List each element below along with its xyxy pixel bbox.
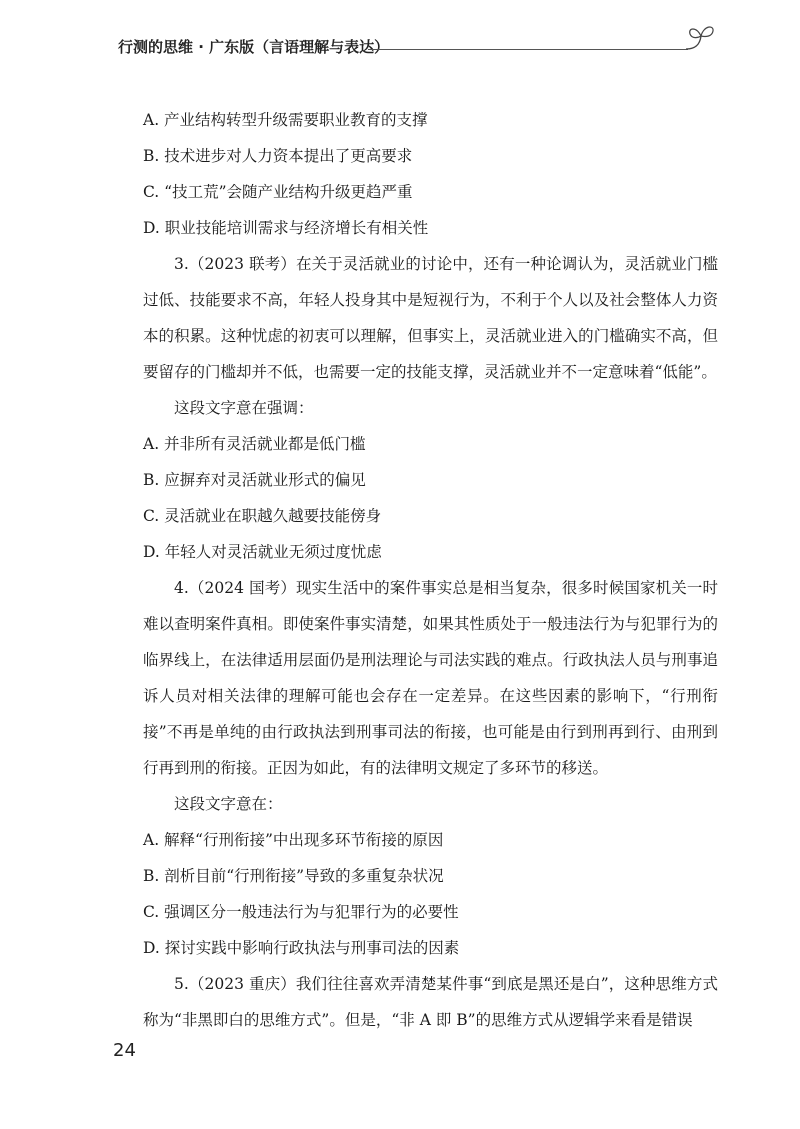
q5-stem: 5.（2023 重庆）我们往往喜欢弄清楚某件事“到底是黑还是白”，这种思维方式称为“非黑即白的思维方式”。但是，“非 A 即 B”的思维方式从逻辑学来看是错误 [143, 975, 718, 1029]
running-header [118, 36, 718, 60]
q4-option-c: C. 强调区分一般违法行为与犯罪行为的必要性 [143, 903, 459, 921]
header-title: 行测的思维 · 广东版（言语理解与表达） [118, 38, 390, 56]
q3-option-a: A. 并非所有灵活就业都是低门槛 [143, 435, 366, 453]
page-content [143, 102, 718, 1038]
header-rule [368, 49, 688, 50]
q2-option-b: B. 技术进步对人力资本提出了更高要求 [143, 147, 413, 165]
q4-stem: 4.（2024 国考）现实生活中的案件事实总是相当复杂，很多时候国家机关一时难以查明案件真相。即使案件事实清楚，如果其性质处于一般违法行为与犯罪行为的临界线上，在法律适用层面仍是刑法理论与司法实践的难点。行政执法人员与刑事追诉人员对相关法律的理解可能也会存在一定差异。在这些因素的影响下，“行刑衔接”不再是单纯的由行政执法到刑事司法的衔接，也可能是由行到刑再到行、由刑到行再到刑的衔接。正因为如此，有的法律明文规定了多环节的移送。 [143, 579, 718, 777]
q2-options [143, 102, 718, 246]
q4-option-a: A. 解释“行刑衔接”中出现多环节衔接的原因 [143, 831, 444, 849]
q4-option-d: D. 探讨实践中影响行政执法与刑事司法的因素 [143, 939, 460, 957]
q3-option-c: C. 灵活就业在职越久越要技能傍身 [143, 507, 382, 525]
q2-option-c: C. “技工荒”会随产业结构升级更趋严重 [143, 183, 413, 201]
leaf-sprout-icon [684, 22, 718, 52]
q3-prompt: 这段文字意在强调： [174, 399, 314, 417]
q2-option-a: A. 产业结构转型升级需要职业教育的支撑 [143, 111, 428, 129]
q4-option-b: B. 剖析目前“行刑衔接”导致的多重复杂状况 [143, 867, 444, 885]
q3-option-d: D. 年轻人对灵活就业无须过度忧虑 [143, 543, 382, 561]
q2-option-d: D. 职业技能培训需求与经济增长有相关性 [143, 219, 429, 237]
page-number: 24 [113, 1040, 136, 1061]
q3-option-b: B. 应摒弃对灵活就业形式的偏见 [143, 471, 366, 489]
q3-stem: 3.（2023 联考）在关于灵活就业的讨论中，还有一种论调认为，灵活就业门槛过低、技能要求不高，年轻人投身其中是短视行为，不利于个人以及社会整体人力资本的积累。这种忧虑的初衷可以理解，但事实上，灵活就业进入的门槛确实不高，但要留存的门槛却并不低，也需要一定的技能支撑，灵活就业并不一定意味着“低能”。 [143, 255, 718, 381]
q4-prompt: 这段文字意在： [174, 795, 283, 813]
